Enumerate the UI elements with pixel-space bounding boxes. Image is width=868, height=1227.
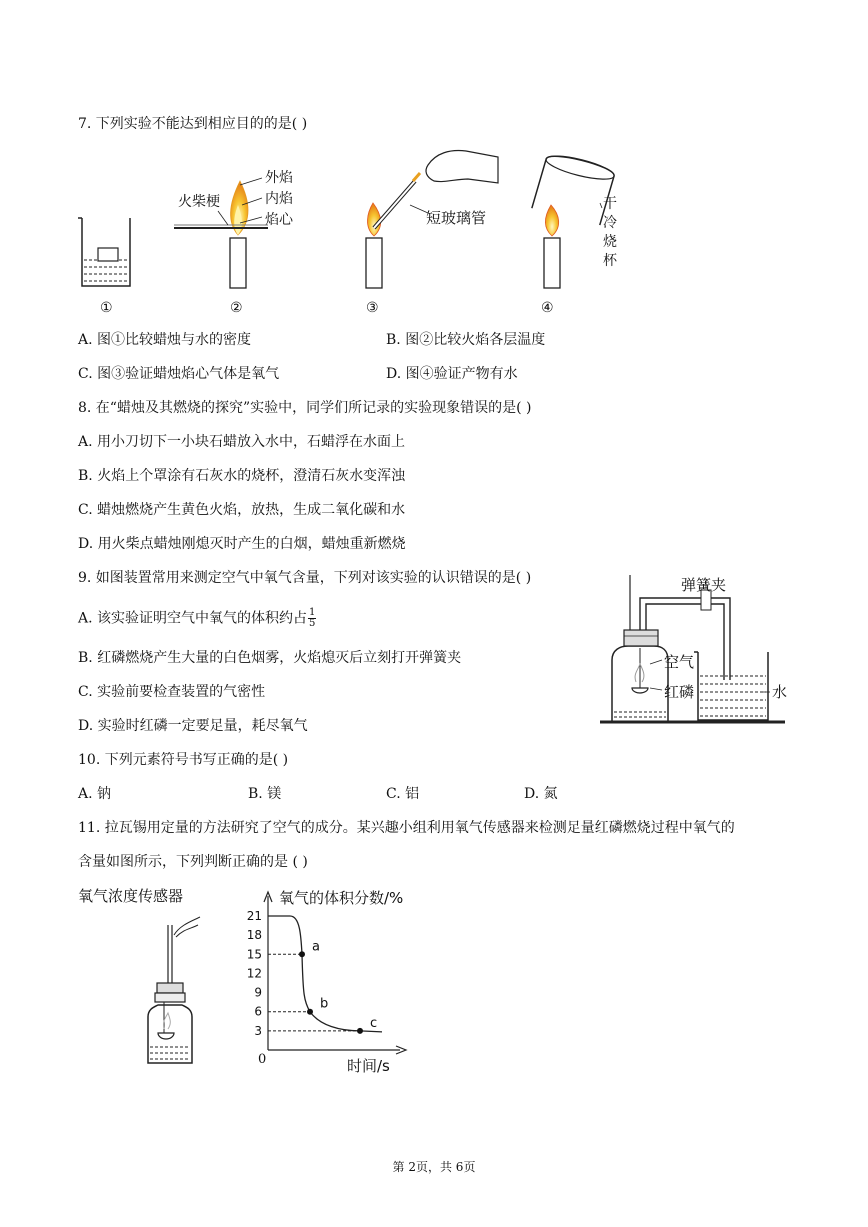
q10-option-c: C. 铝: [386, 786, 420, 802]
label-inner-flame: 内焰: [265, 191, 293, 207]
data-point-b: [307, 1009, 313, 1015]
q7-figure: [70, 143, 690, 318]
oxygen-curve: [268, 916, 382, 1032]
label-clamp: 弹簧夹: [681, 576, 727, 594]
q7-stem: 7. 下列实验不能达到相应目的的是( ): [78, 116, 308, 132]
sensor-bottle-figure: [140, 915, 210, 1065]
y-tick-label: 21: [246, 909, 262, 923]
label-water: 水: [772, 683, 788, 701]
q10-option-b: B. 镁: [248, 786, 282, 802]
chart-xlabel: 时间/s: [347, 1057, 390, 1075]
q7-option-d: D. 图④验证产物有水: [386, 366, 518, 382]
caption-2: ②: [230, 300, 243, 316]
y-tick-label: 15: [246, 947, 262, 962]
q9-option-d: D. 实验时红磷一定要足量，耗尽氧气: [78, 718, 308, 734]
q7-option-c: C. 图③验证蜡烛焰心气体是氧气: [78, 366, 280, 382]
q7-option-a: A. 图①比较蜡烛与水的密度: [78, 332, 252, 348]
label-dry-cold-beaker: 干 冷 烧 杯: [603, 196, 617, 269]
y-tick-label: 9: [254, 985, 262, 1000]
q8-stem: 8. 在“蜡烛及其燃烧的探究”实验中，同学们所记录的实验现象错误的是( ): [78, 400, 532, 416]
data-point-a: [299, 951, 305, 957]
y-tick-label: 12: [246, 966, 262, 981]
q8-option-d: D. 用火柴点蜡烛刚熄灭时产生的白烟，蜡烛重新燃烧: [78, 536, 406, 552]
sensor-label: 氧气浓度传感器: [78, 887, 184, 905]
label-outer-flame: 外焰: [265, 170, 293, 186]
q9-option-a: A. 该实验证明空气中氧气的体积约占 $\frac{1}{5}$: [78, 607, 316, 629]
label-matchstick: 火柴梗: [178, 194, 220, 210]
q7-option-b: B. 图②比较火焰各层温度: [386, 332, 546, 348]
q10-option-d: D. 氮: [524, 786, 558, 802]
data-point-c: [357, 1028, 363, 1034]
chart-ylabel: 氧气的体积分数/%: [279, 889, 404, 907]
label-air: 空气: [664, 653, 695, 671]
q11-stem-line1: 11. 拉瓦锡用定量的方法研究了空气的成分。某兴趣小组利用氧气传感器来检测足量红磷燃烧过程中氧气的: [78, 820, 735, 836]
caption-1: ①: [100, 300, 113, 316]
chart-origin: 0: [258, 1052, 267, 1067]
q10-option-a: A. 钠: [78, 786, 112, 802]
q9-stem: 9. 如图装置常用来测定空气中氧气含量，下列对该实验的认识错误的是( ): [78, 570, 532, 586]
y-tick-label: 18: [246, 928, 262, 943]
beaker-wax-diagram: [78, 218, 130, 286]
y-tick-label: 3: [254, 1023, 262, 1038]
y-tick-label: 6: [254, 1004, 262, 1019]
fraction-one-fifth: $\frac{1}{5}$: [309, 607, 316, 629]
caption-4: ④: [541, 300, 554, 316]
q8-option-c: C. 蜡烛燃烧产生黄色火焰，放热，生成二氧化碳和水: [78, 502, 406, 518]
point-label-b: b: [320, 996, 329, 1012]
caption-3: ③: [366, 300, 379, 316]
q10-stem: 10. 下列元素符号书写正确的是( ): [78, 752, 289, 768]
point-label-c: c: [370, 1015, 378, 1031]
q9-option-b: B. 红磷燃烧产生大量的白色烟雾，火焰熄灭后立刻打开弹簧夹: [78, 650, 462, 666]
q11-stem-line2: 含量如图所示，下列判断正确的是 ( ): [78, 854, 308, 870]
page-footer: 第 2页，共 6页: [392, 1160, 476, 1174]
point-label-a: a: [312, 939, 320, 955]
oxygen-chart: [240, 880, 420, 1080]
q8-option-a: A. 用小刀切下一小块石蜡放入水中，石蜡浮在水面上: [78, 434, 406, 450]
label-short-glass-tube: 短玻璃管: [426, 209, 487, 227]
label-flame-core: 焰心: [265, 212, 293, 228]
q8-option-b: B. 火焰上个罩涂有石灰水的烧杯，澄清石灰水变浑浊: [78, 468, 406, 484]
label-red-phosphorus: 红磷: [664, 683, 695, 701]
q9-option-c: C. 实验前要检查装置的气密性: [78, 684, 266, 700]
